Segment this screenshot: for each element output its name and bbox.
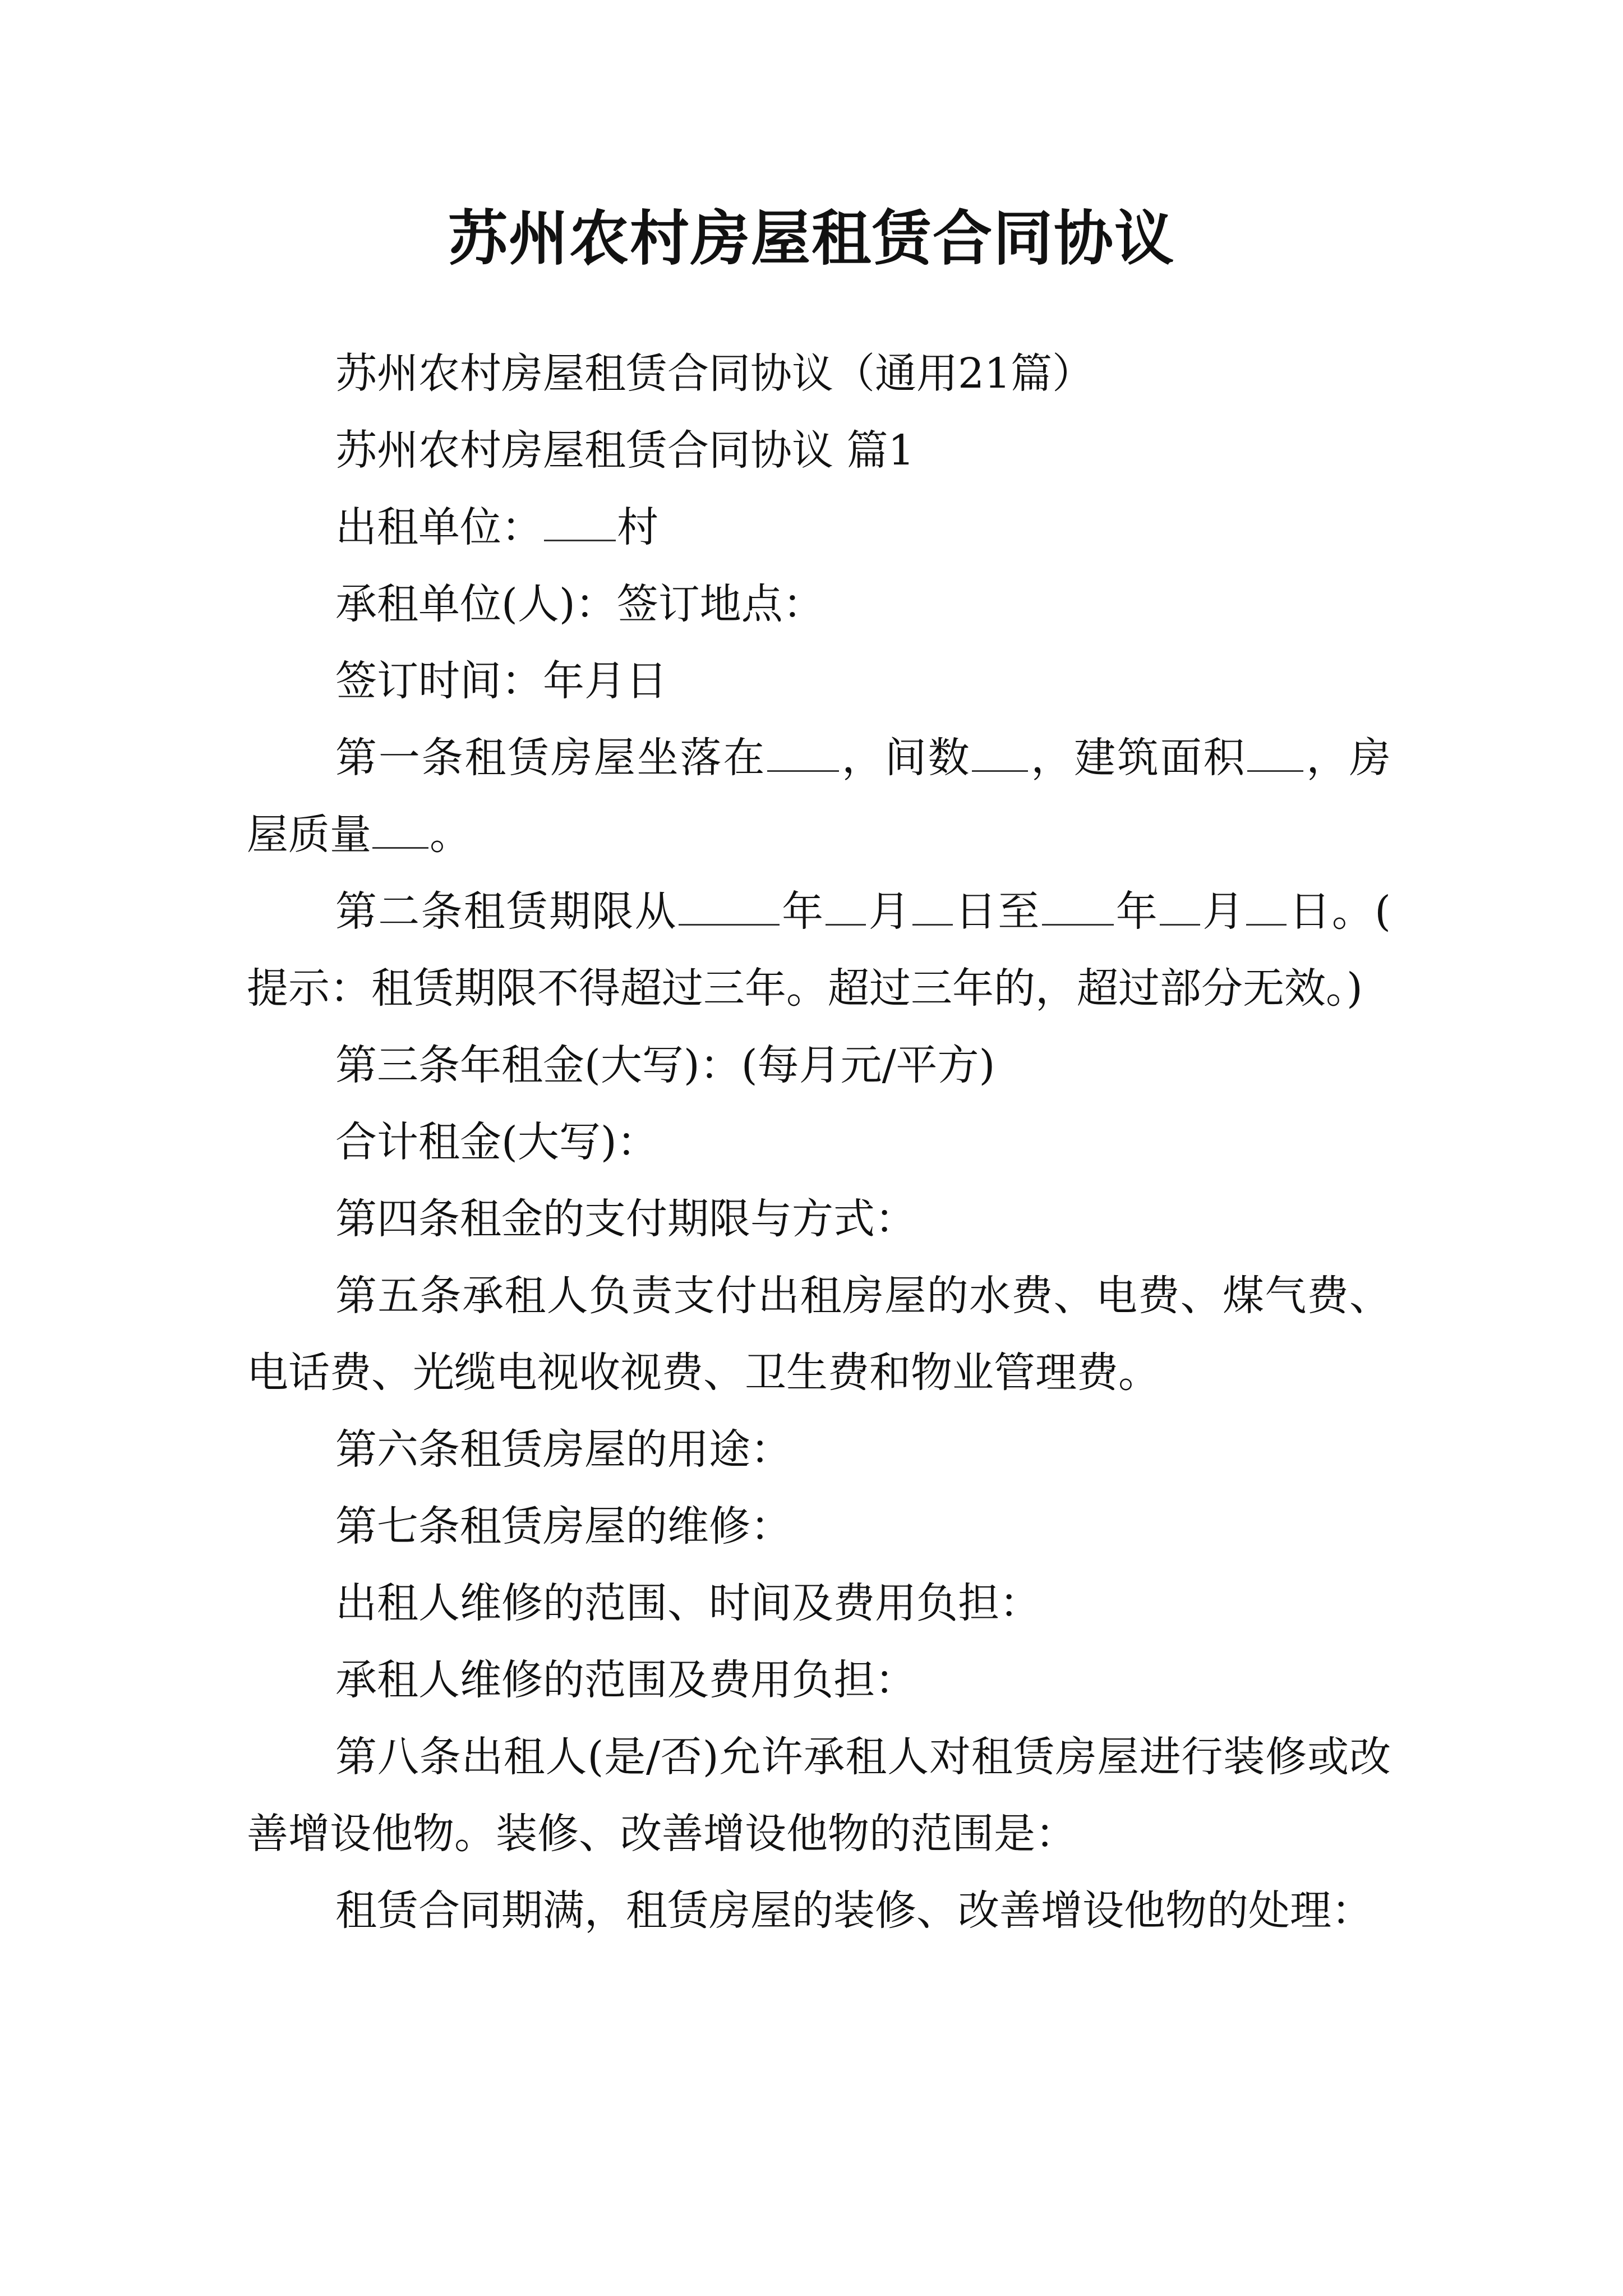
start-month-blank: [826, 886, 866, 926]
article-7: 第七条租赁房屋的维修：: [335, 1502, 792, 1550]
lessor-line: [247, 489, 1391, 566]
article-2-text: 日。(提示：租赁期限不得超过三年。超过三年的，超过部分无效。): [247, 887, 1391, 1013]
article-2-text: 月: [1201, 887, 1246, 936]
end-day-blank: [1246, 886, 1287, 926]
lessor-suffix: 村: [617, 503, 658, 551]
article-2-text: 年: [1114, 887, 1159, 936]
lessor-label: 出租单位：: [335, 503, 543, 551]
signing-time-line: 签订时间：年月日: [335, 657, 667, 705]
article-2: [247, 873, 1391, 1027]
rooms-blank: [972, 733, 1028, 772]
lessor-blank: [544, 502, 616, 541]
article-2-text: 月: [867, 887, 911, 936]
article-1-text: 。: [430, 811, 471, 859]
start-year-blank: [679, 886, 780, 926]
lessee-repair-line: 承租人维修的范围及费用负担：: [335, 1656, 916, 1704]
expiry-handling-line: 租赁合同期满，租赁房屋的装修、改善增设他物的处理：: [335, 1887, 1373, 1935]
document-title: 苏州农村房屋租赁合同协议: [448, 203, 1175, 273]
end-month-blank: [1160, 886, 1200, 926]
article-5: 第五条承租人负责支付出租房屋的水费、电费、煤气费、电话费、光缆电视收视费、卫生费和物业管理费。: [247, 1272, 1391, 1397]
article-2-text: 年: [780, 887, 825, 936]
start-day-blank: [912, 886, 953, 926]
article-1-text: ，间数: [840, 734, 971, 782]
article-1-text: ，建筑面积: [1029, 734, 1247, 782]
article-2-text: 日至: [953, 887, 1041, 936]
article-1: [247, 720, 1391, 873]
article-8: 第八条出租人(是/否)允许承租人对租赁房屋进行装修或改善增设他物。装修、改善增设他物的范围是：: [247, 1733, 1391, 1858]
article-6: 第六条租赁房屋的用途：: [335, 1425, 792, 1474]
article-4: 第四条租金的支付期限与方式：: [335, 1195, 916, 1243]
document-body: [247, 335, 1391, 1949]
article-3: 第三条年租金(大写)：(每月元/平方): [335, 1041, 995, 1089]
area-blank: [1247, 733, 1303, 772]
article-1-text: ，房屋质量: [247, 734, 1391, 859]
lessor-repair-line: 出租人维修的范围、时间及费用负担：: [335, 1579, 1041, 1627]
total-rent-line: 合计租金(大写)：: [335, 1118, 658, 1166]
document-subtitle: 苏州农村房屋租赁合同协议（通用21篇）: [335, 349, 1094, 398]
article-2-text: 第二条租赁期限从: [335, 887, 677, 936]
quality-blank: [372, 809, 428, 849]
section-heading: 苏州农村房屋租赁合同协议 篇1: [335, 426, 915, 475]
end-year-blank: [1042, 886, 1114, 926]
location-blank: [767, 733, 839, 772]
lessee-line: 承租单位(人)：签订地点：: [335, 580, 824, 628]
article-1-text: 第一条租赁房屋坐落在: [335, 734, 767, 782]
